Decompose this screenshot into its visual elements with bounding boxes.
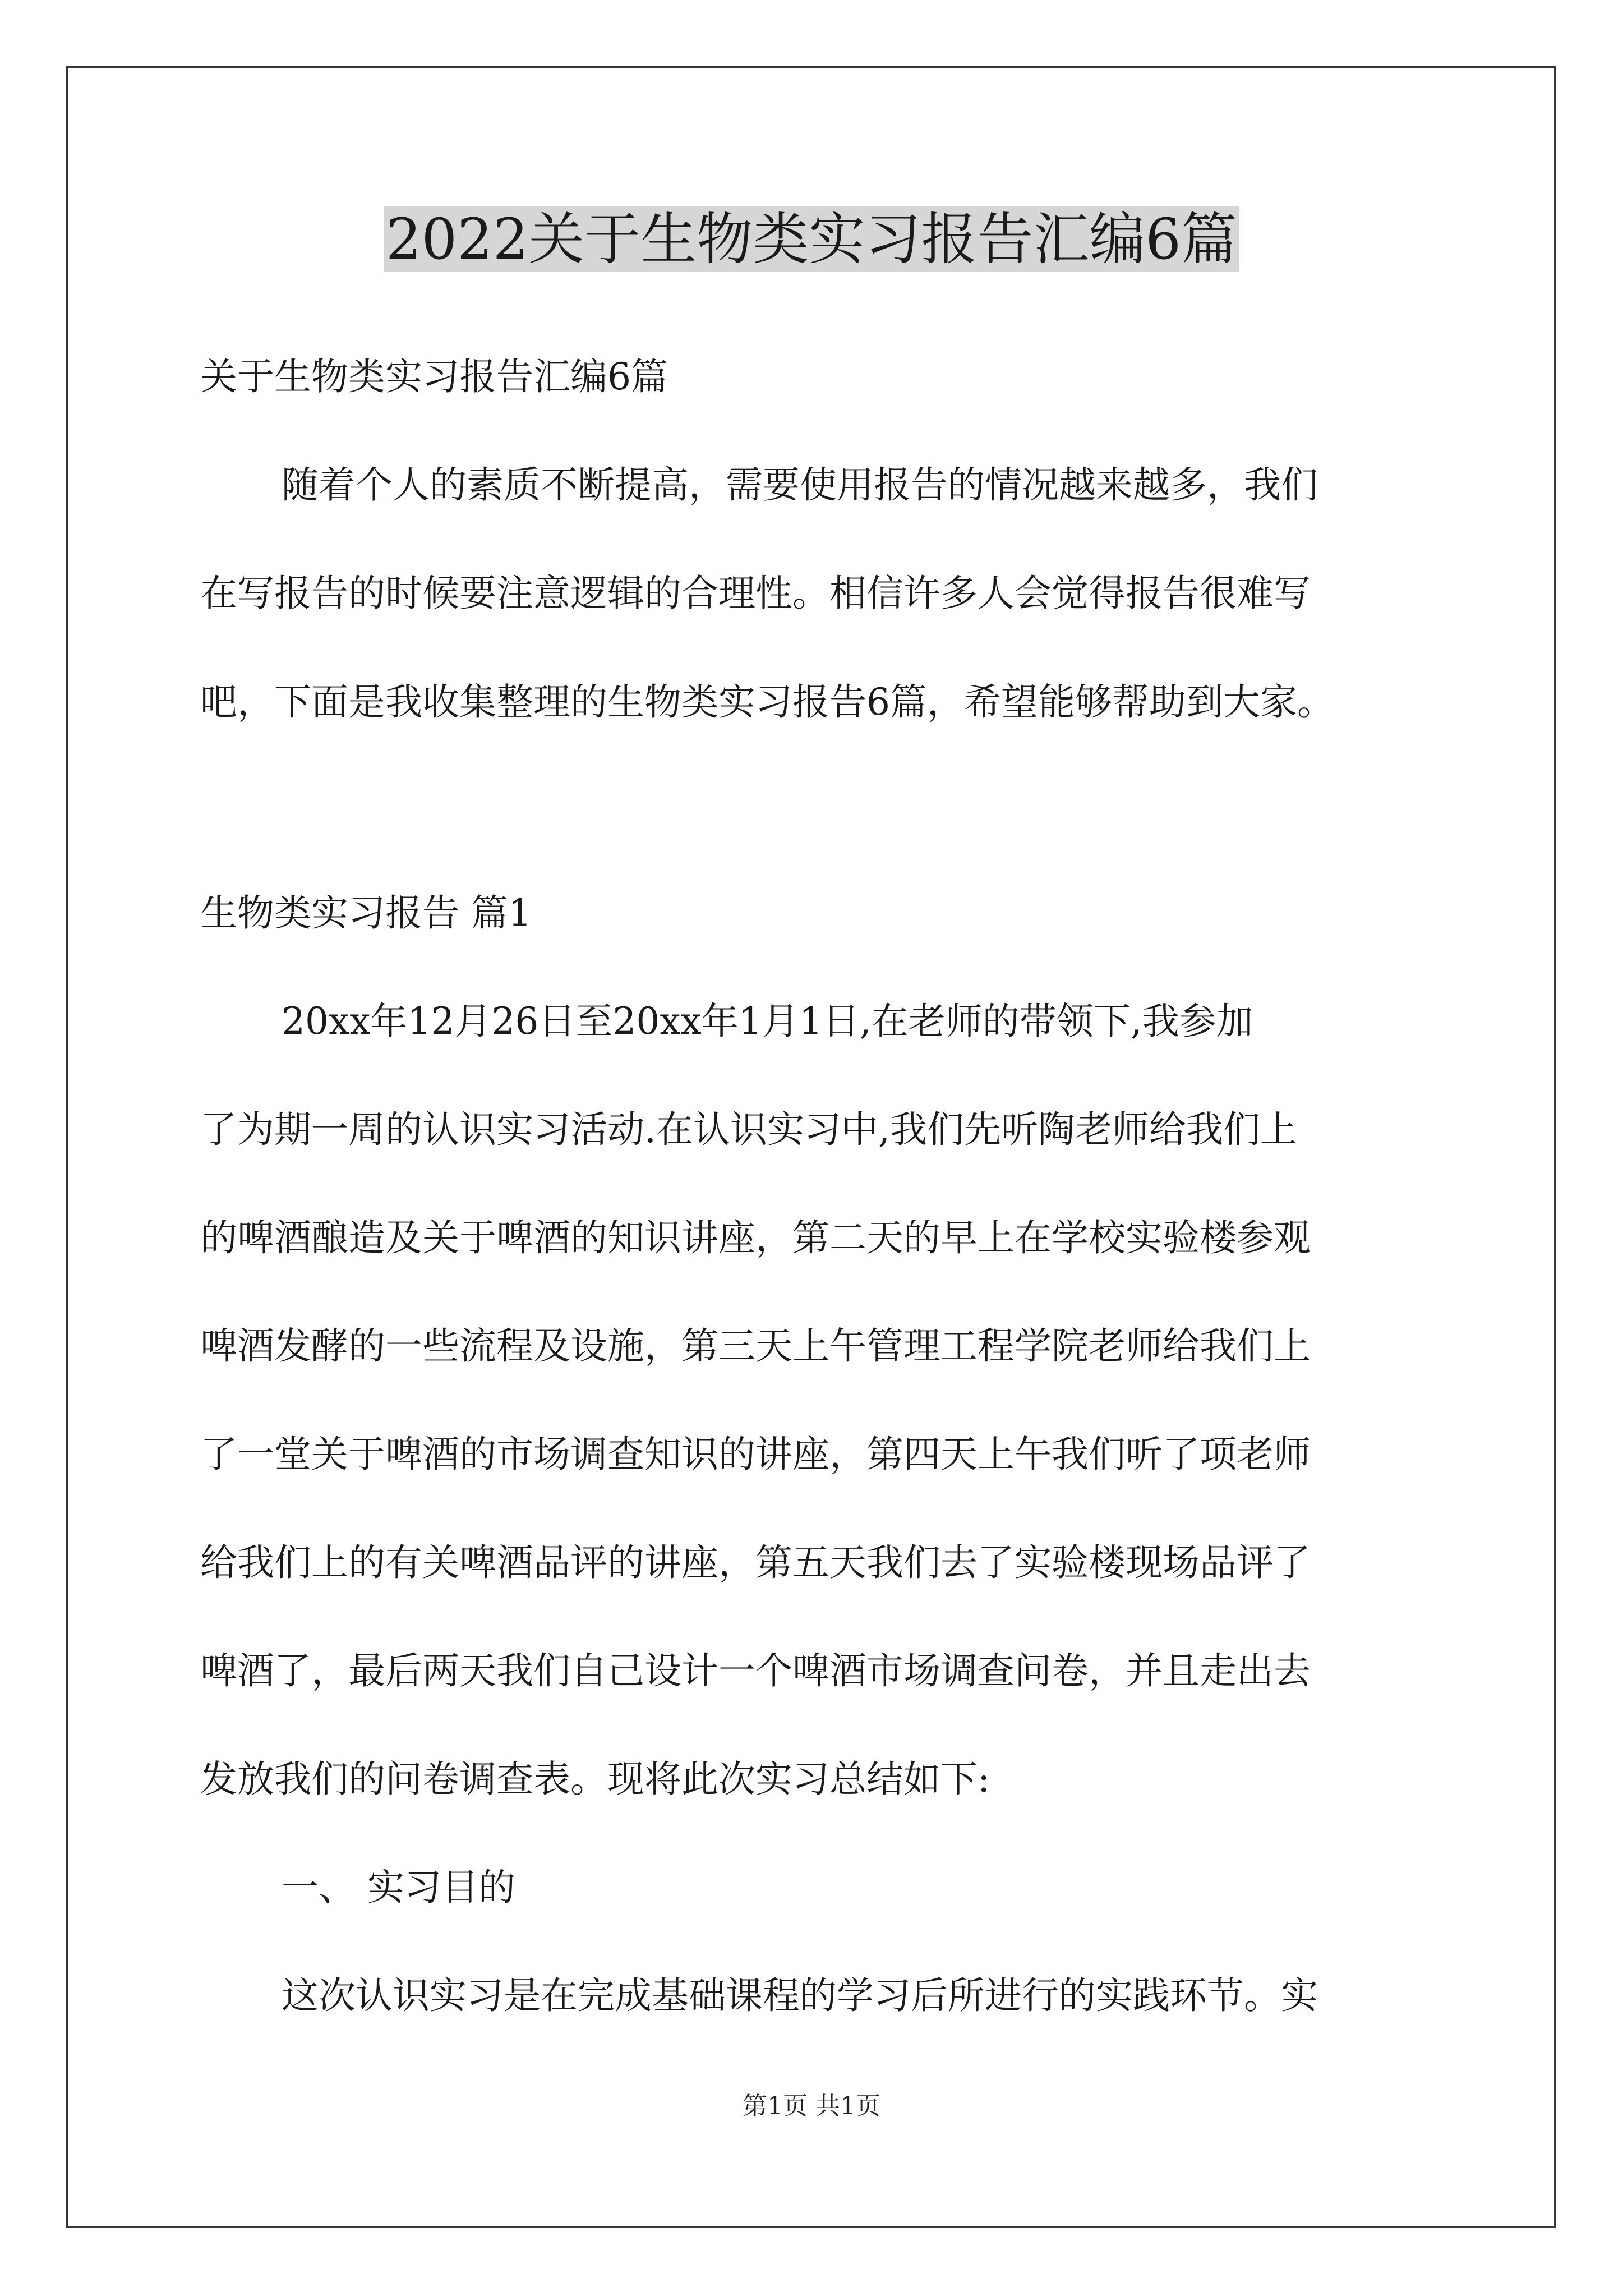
document-subtitle: 关于生物类实习报告汇编6篇 — [200, 355, 668, 398]
intro-line-3: 吧，下面是我收集整理的生物类实习报告6篇，希望能够帮助到大家。 — [200, 680, 1334, 724]
body-line-6: 给我们上的有关啤酒品评的讲座，第五天我们去了实验楼现场品评了 — [200, 1541, 1311, 1584]
body-line-5: 了一堂关于啤酒的市场调查知识的讲座，第四天上午我们听了项老师 — [200, 1433, 1311, 1476]
intro-line-1: 随着个人的素质不断提高，需要使用报告的情况越来越多，我们 — [282, 463, 1318, 507]
body-line-4: 啤酒发酵的一些流程及设施，第三天上午管理工程学院老师给我们上 — [200, 1324, 1311, 1368]
intro-line-2: 在写报告的时候要注意逻辑的合理性。相信许多人会觉得报告很难写 — [200, 572, 1311, 615]
subheading-objective: 一、 实习目的 — [282, 1866, 515, 1909]
body-last-line: 这次认识实习是在完成基础课程的学习后所进行的实践环节。实 — [282, 1974, 1318, 2017]
document-title — [0, 203, 1623, 276]
body-line-1: 20xx年12月26日至20xx年1月1日,在老师的带领下,我参加 — [282, 1000, 1253, 1043]
section-heading: 生物类实习报告 篇1 — [200, 891, 532, 935]
body-line-2: 了为期一周的认识实习活动.在认识实习中,我们先听陶老师给我们上 — [200, 1108, 1297, 1151]
page-footer: 第1页 共1页 — [743, 2092, 880, 2120]
body-line-3: 的啤酒酿造及关于啤酒的知识讲座，第二天的早上在学校实验楼参观 — [200, 1216, 1311, 1259]
body-line-7: 啤酒了，最后两天我们自己设计一个啤酒市场调查问卷，并且走出去 — [200, 1649, 1311, 1692]
body-line-8: 发放我们的问卷调查表。现将此次实习总结如下: — [200, 1757, 990, 1801]
document-title-text: 2022关于生物类实习报告汇编6篇 — [384, 206, 1239, 272]
